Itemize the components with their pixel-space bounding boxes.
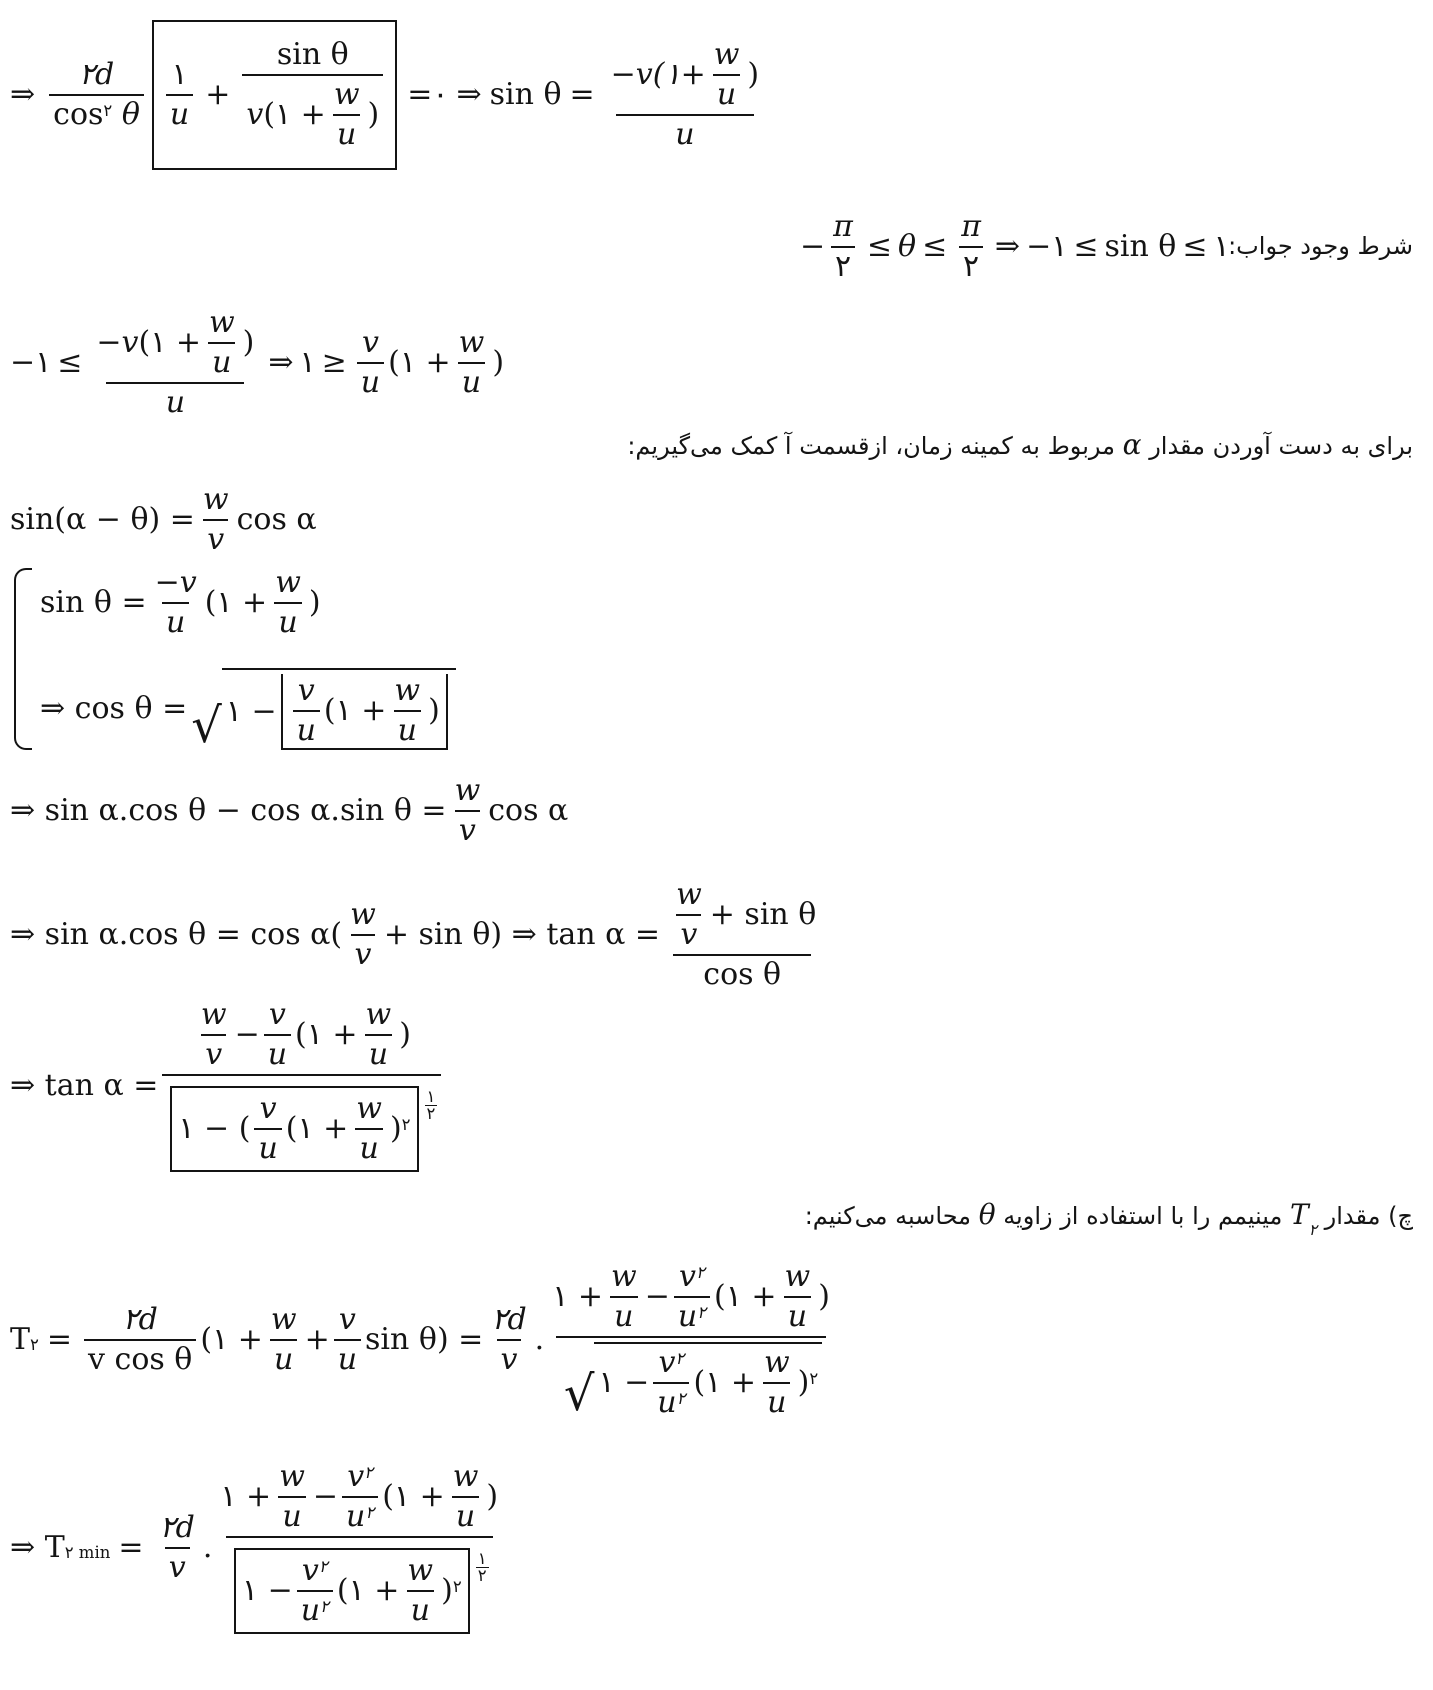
equation-derivative-zero: ⇒ ۲d cos ۲ θ ۱ u + sin θ v (۱ + w u ) =۰ ⇒ sin θ = −v(۱+ $\frac{w}{u}$ ) u [10,20,767,170]
fraction-one-over-u: ۱ u [166,60,193,130]
equation-t2: T ۲ = $\frac{۲d}{\text{v cos θ}}$ (۱ + $\frac{w}{u}$ + $\frac{v}{u}$ sin θ) = $\frac{۲d}{v}$ . ۱ + $\frac{w}{u}$ − v ۲ u ۲ (۱ + w u ) √ ۱ − v ۲ u ۲ (۱ + w u ) ۲ [10,1259,830,1422]
equation-tan-alpha-final: ⇒ tan α = w v − $\frac{v}{u}$ (۱ + w u ) ۱ − ( v u (۱ + w u ) ۲ ۱ ۲ [10,1000,445,1172]
alpha-explanation: برای به دست آوردن مقدار α مربوط به کمینه زمان، ازقسمت آ کمک می‌گیریم: [627,428,1413,461]
fraction-2d-over-cos2: ۲d cos ۲ θ [49,60,144,130]
bracket-expression: ۱ u + sin θ v (۱ + w u ) [152,20,397,170]
equation-condition: − π ۲ ≤ θ ≤ π ۲ ⇒ −۱ ≤ sin θ ≤ ۱ [800,209,1230,284]
equation-expanded: ⇒ sin α.cos θ − cos α.sin θ = $\frac{w}{v}$ cos α [10,773,569,848]
t2-explanation: چ) مقدار $T_۲$ مینیمم را با استفاده از زاویه θ محاسبه می‌کنیم: [804,1198,1413,1240]
equation-sin-alpha-minus-theta: sin(α − θ) = $\frac{w}{v}$ cos α [10,482,317,557]
condition-label: شرط وجود جواب: [1228,232,1413,260]
fraction-sin-solution: −v(۱+ $\frac{w}{u}$ ) u [610,37,760,152]
fraction-w-over-u: w u [333,77,360,152]
equation-inequality: −۱ ≤ −v (۱ + w u ) u ⇒ ۱ ≥ $\frac{v}{u}$ (۱ + w u ) [10,305,505,420]
equation-system: sin θ = $\frac{-v}{u}$ (۱ + $\frac{w}{u}$ ) ⇒ cos θ = √ ۱ − v u (۱ + w u ) [14,568,456,750]
left-brace [14,568,32,750]
square-root: √ ۱ − v u (۱ + w u ) [191,668,456,750]
implies-symbol: ⇒ [10,77,36,112]
fraction-sin-over-v: sin θ v (۱ + w u ) [242,40,383,150]
equation-tan-alpha: ⇒ sin α.cos θ = cos α( w v + sin θ) ⇒ tan α = w v + sin θ cos θ [10,877,817,992]
equation-t2-min: ⇒ T ۲ min = $\frac{۲d}{v}$ . ۱ + $\frac{w}{u}$ − v ۲ u ۲ (۱ + w u ) ۱ − v ۲ u ۲ (۱ + w u ) ۲ ۱ ۲ [10,1462,506,1634]
